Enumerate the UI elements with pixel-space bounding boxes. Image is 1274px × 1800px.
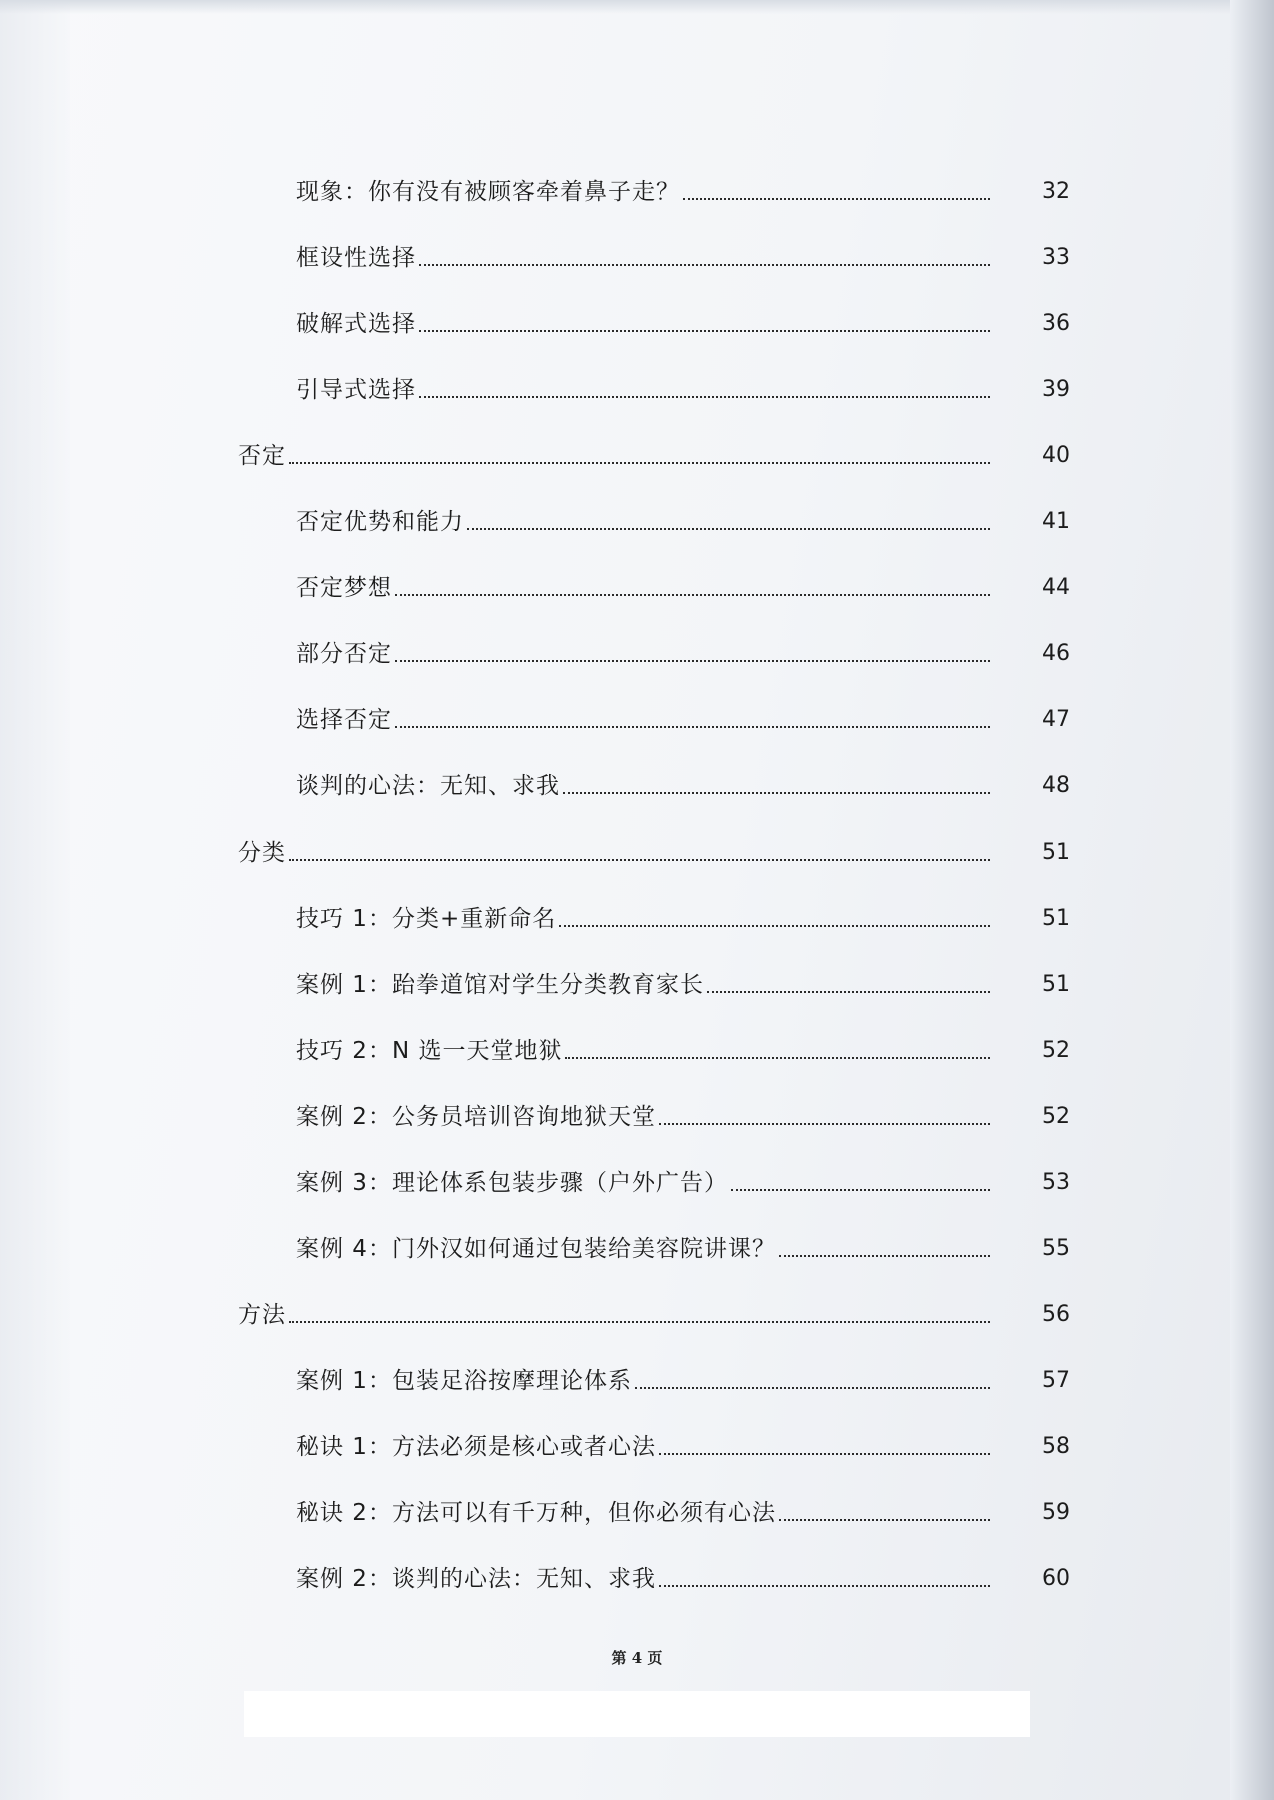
toc-section-entry bbox=[296, 1420, 1070, 1460]
toc-entry-title: 否定优势和能力 bbox=[296, 509, 464, 535]
toc-dot-leader bbox=[289, 462, 990, 464]
toc-dot-leader bbox=[779, 1255, 990, 1257]
toc-dot-leader bbox=[395, 726, 990, 728]
toc-entry-title: 否定 bbox=[238, 443, 286, 469]
toc-entry-title: 技巧 1：分类+重新命名 bbox=[296, 906, 557, 932]
toc-page-number: 40 bbox=[1042, 443, 1070, 468]
toc-section-entry bbox=[296, 1090, 1070, 1130]
redaction-bar bbox=[244, 1691, 1030, 1737]
toc-dot-leader bbox=[419, 264, 990, 266]
toc-dot-leader bbox=[565, 1057, 990, 1059]
toc-page-number: 39 bbox=[1042, 377, 1070, 402]
toc-section-entry bbox=[296, 165, 1070, 205]
toc-page-number: 41 bbox=[1042, 509, 1070, 534]
toc-page-number: 51 bbox=[1042, 840, 1070, 865]
toc-section-entry bbox=[296, 693, 1070, 733]
toc-dot-leader bbox=[659, 1453, 990, 1455]
toc-section-entry bbox=[296, 892, 1070, 932]
toc-section-entry bbox=[296, 627, 1070, 667]
page-number-footer: 第 4 页 bbox=[611, 1649, 663, 1667]
toc-page-number: 51 bbox=[1042, 972, 1070, 997]
toc-entry-title: 秘诀 2：方法可以有千万种，但你必须有心法 bbox=[296, 1500, 776, 1526]
toc-entry-title: 否定梦想 bbox=[296, 575, 392, 601]
toc-entry-title: 现象：你有没有被顾客牵着鼻子走？ bbox=[296, 179, 680, 205]
toc-section-entry bbox=[296, 1024, 1070, 1064]
toc-page-number: 44 bbox=[1042, 575, 1070, 600]
toc-dot-leader bbox=[419, 330, 990, 332]
toc-section-entry bbox=[296, 1156, 1070, 1196]
toc-page-number: 47 bbox=[1042, 707, 1070, 732]
toc-page-number: 53 bbox=[1042, 1170, 1070, 1195]
toc-page-number: 48 bbox=[1042, 773, 1070, 798]
toc-dot-leader bbox=[467, 528, 990, 530]
page-shadow-left bbox=[0, 0, 70, 1800]
toc-page-number: 32 bbox=[1042, 179, 1070, 204]
toc-dot-leader bbox=[659, 1123, 990, 1125]
toc-dot-leader bbox=[563, 792, 990, 794]
toc-dot-leader bbox=[683, 198, 990, 200]
toc-dot-leader bbox=[707, 991, 990, 993]
toc-page-number: 55 bbox=[1042, 1236, 1070, 1261]
toc-page-number: 46 bbox=[1042, 641, 1070, 666]
toc-dot-leader bbox=[779, 1519, 990, 1521]
toc-dot-leader bbox=[289, 1321, 990, 1323]
toc-entry-title: 破解式选择 bbox=[296, 311, 416, 337]
toc-page-number: 36 bbox=[1042, 311, 1070, 336]
toc-page-number: 52 bbox=[1042, 1104, 1070, 1129]
toc-dot-leader bbox=[419, 396, 990, 398]
toc-entry-title: 秘诀 1：方法必须是核心或者心法 bbox=[296, 1434, 656, 1460]
toc-section-entry bbox=[296, 561, 1070, 601]
toc-entry-title: 案例 2：公务员培训咨询地狱天堂 bbox=[296, 1104, 656, 1130]
toc-dot-leader bbox=[395, 594, 990, 596]
toc-section-entry bbox=[296, 1354, 1070, 1394]
toc-section-entry bbox=[296, 363, 1070, 403]
toc-entry-title: 案例 4：门外汉如何通过包装给美容院讲课？ bbox=[296, 1236, 776, 1262]
toc-section-entry bbox=[296, 297, 1070, 337]
toc-entry-title: 谈判的心法：无知、求我 bbox=[296, 773, 560, 799]
toc-entry-title: 方法 bbox=[238, 1302, 286, 1328]
toc-dot-leader bbox=[659, 1585, 990, 1587]
toc-dot-leader bbox=[395, 660, 990, 662]
toc-chapter-entry bbox=[238, 1288, 1070, 1328]
toc-entry-title: 框设性选择 bbox=[296, 245, 416, 271]
toc-dot-leader bbox=[731, 1189, 990, 1191]
toc-dot-leader bbox=[559, 925, 990, 927]
toc-section-entry bbox=[296, 1486, 1070, 1526]
toc-page-number: 51 bbox=[1042, 906, 1070, 931]
toc-entry-title: 分类 bbox=[238, 840, 286, 866]
toc-page-number: 60 bbox=[1042, 1566, 1070, 1591]
toc-entry-title: 案例 1：跆拳道馆对学生分类教育家长 bbox=[296, 972, 704, 998]
toc-dot-leader bbox=[289, 859, 990, 861]
toc-page-number: 58 bbox=[1042, 1434, 1070, 1459]
toc-entry-title: 选择否定 bbox=[296, 707, 392, 733]
toc-entry-title: 案例 1：包装足浴按摩理论体系 bbox=[296, 1368, 632, 1394]
toc-page-number: 56 bbox=[1042, 1302, 1070, 1327]
toc-section-entry bbox=[296, 1552, 1070, 1592]
toc-section-entry bbox=[296, 759, 1070, 799]
toc-entry-title: 引导式选择 bbox=[296, 377, 416, 403]
toc-page-number: 57 bbox=[1042, 1368, 1070, 1393]
toc-page-number: 33 bbox=[1042, 245, 1070, 270]
toc-section-entry bbox=[296, 231, 1070, 271]
toc-page-number: 59 bbox=[1042, 1500, 1070, 1525]
toc-entry-title: 案例 3：理论体系包装步骤（户外广告） bbox=[296, 1170, 728, 1196]
toc-page-number: 52 bbox=[1042, 1038, 1070, 1063]
toc-section-entry bbox=[296, 495, 1070, 535]
toc-chapter-entry bbox=[238, 826, 1070, 866]
page-shadow-top bbox=[0, 0, 1274, 14]
toc-chapter-entry bbox=[238, 429, 1070, 469]
toc-section-entry bbox=[296, 1222, 1070, 1262]
toc-section-entry bbox=[296, 958, 1070, 998]
page-edge-right bbox=[1230, 0, 1274, 1800]
toc-entry-title: 技巧 2：N 选一天堂地狱 bbox=[296, 1038, 563, 1064]
toc-dot-leader bbox=[635, 1387, 990, 1389]
toc-entry-title: 案例 2：谈判的心法：无知、求我 bbox=[296, 1566, 656, 1592]
toc-entry-title: 部分否定 bbox=[296, 641, 392, 667]
